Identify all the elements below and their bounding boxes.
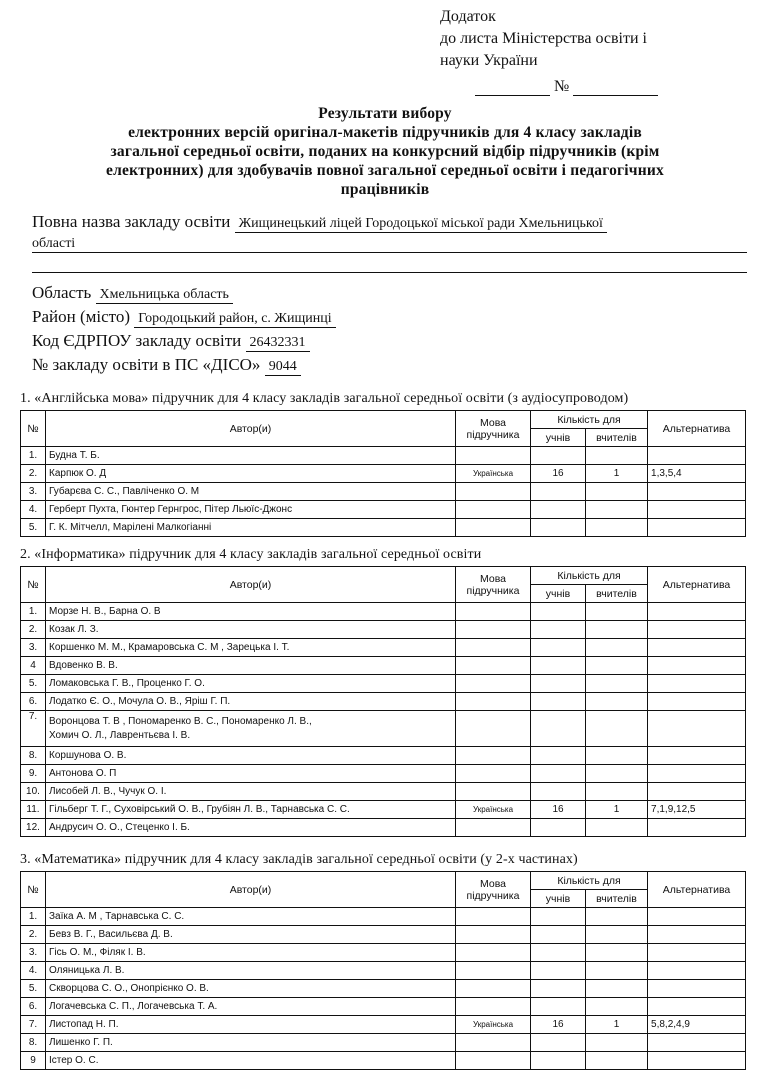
header-num: № — [21, 411, 46, 447]
table-cell: Ломаковська Г. В., Проценко Г. О. — [46, 675, 456, 693]
table-cell: Гільберг Т. Г., Суховірський О. В., Грубіян Л. В., Тарнавська С. С. — [46, 801, 456, 819]
table-cell — [586, 998, 648, 1016]
table-cell — [586, 519, 648, 537]
table-row — [21, 519, 746, 537]
table-cell: Коршенко М. М., Крамаровська С. М , Зарецька І. Т. — [46, 639, 456, 657]
table-cell — [456, 926, 531, 944]
header-teachers: вчителів — [586, 429, 648, 447]
table-cell — [586, 765, 648, 783]
table-cell: 5. — [21, 980, 46, 998]
table-cell: 9 — [21, 1052, 46, 1070]
table-cell: Українська — [456, 1016, 531, 1034]
table-cell — [531, 819, 586, 837]
table-cell — [586, 1052, 648, 1070]
table-cell: 4. — [21, 962, 46, 980]
header-alternative: Альтернатива — [648, 872, 746, 908]
table-cell — [456, 621, 531, 639]
table-cell — [648, 926, 746, 944]
table-row — [21, 657, 746, 675]
table-row — [21, 819, 746, 837]
table-cell — [648, 675, 746, 693]
table-cell: Істер О. С. — [46, 1052, 456, 1070]
table-cell: 16 — [531, 465, 586, 483]
table-english — [20, 410, 746, 537]
appendix-line: науки України — [440, 52, 538, 69]
table-cell: 4. — [21, 501, 46, 519]
table-cell: 16 — [531, 801, 586, 819]
table-cell — [586, 1034, 648, 1052]
full-name-field — [32, 212, 607, 233]
table-row — [21, 447, 746, 465]
table-row — [21, 765, 746, 783]
table-cell: 3. — [21, 639, 46, 657]
table-cell — [648, 908, 746, 926]
table-cell — [456, 980, 531, 998]
table-cell — [586, 603, 648, 621]
table-row — [21, 1052, 746, 1070]
table-cell — [648, 998, 746, 1016]
table-cell — [648, 1034, 746, 1052]
region-value: Хмельницька область — [96, 287, 233, 304]
table-cell — [648, 711, 746, 747]
table-cell — [531, 483, 586, 501]
table-cell — [648, 483, 746, 501]
table-cell: 11. — [21, 801, 46, 819]
table-cell — [648, 765, 746, 783]
table-row — [21, 483, 746, 501]
table-cell: 1 — [586, 465, 648, 483]
district-value: Городоцький район, с. Жищинці — [134, 311, 335, 328]
table-cell: 7. — [21, 1016, 46, 1034]
header-students: учнів — [531, 890, 586, 908]
table-cell: 7,1,9,12,5 — [648, 801, 746, 819]
table-cell — [648, 962, 746, 980]
section-title-informatics: 2. «Інформатика» підручник для 4 класу закладів загальної середньої освіти — [20, 547, 482, 562]
region-field — [32, 283, 233, 304]
table-cell — [586, 944, 648, 962]
table-cell — [531, 519, 586, 537]
table-cell — [648, 783, 746, 801]
table-cell — [648, 519, 746, 537]
table-row — [21, 908, 746, 926]
table-cell — [586, 711, 648, 747]
table-cell: Оляницька Л. В. — [46, 962, 456, 980]
iso-value: 9044 — [265, 359, 301, 376]
district-field — [32, 307, 336, 328]
table-cell: Українська — [456, 801, 531, 819]
letter-date-blank — [475, 81, 550, 96]
table-row — [21, 639, 746, 657]
table-row — [21, 603, 746, 621]
table-cell: Козак Л. З. — [46, 621, 456, 639]
table-cell — [531, 926, 586, 944]
table-cell: 6. — [21, 998, 46, 1016]
table-cell — [648, 603, 746, 621]
table-row — [21, 926, 746, 944]
iso-field — [32, 355, 301, 376]
table-cell — [531, 675, 586, 693]
region-label: Область — [32, 283, 92, 302]
table-math — [20, 871, 746, 1070]
table-cell — [648, 501, 746, 519]
table-cell — [531, 944, 586, 962]
table-cell — [456, 639, 531, 657]
table-cell — [456, 501, 531, 519]
header-num: № — [21, 567, 46, 603]
table-cell: Воронцова Т. В , Пономаренко В. С., Пономаренко Л. В., Хомич О. Л., Лаврентьєва І. В. — [46, 711, 456, 747]
title-line: електронних версій оригінал-макетів підручників для 4 класу закладів — [128, 124, 642, 141]
table-cell — [531, 1052, 586, 1070]
table-cell: Заїка А. М , Тарнавська С. С. — [46, 908, 456, 926]
title-line: Результати вибору — [318, 105, 452, 122]
table-cell: 16 — [531, 1016, 586, 1034]
table-cell — [586, 657, 648, 675]
iso-label: № закладу освіти в ПС «ДІСО» — [32, 355, 261, 374]
table-cell: 3. — [21, 944, 46, 962]
appendix-header — [440, 6, 647, 72]
header-quantity: Кількість для — [531, 567, 648, 585]
table-cell — [456, 765, 531, 783]
header-teachers: вчителів — [586, 890, 648, 908]
table-cell — [531, 447, 586, 465]
header-language: Мова підручника — [456, 411, 531, 447]
table-cell: Скворцова С. О., Онопрієнко О. В. — [46, 980, 456, 998]
section-title-english: 1. «Англійська мова» підручник для 4 класу закладів загальної середньої освіти (з аудіосупроводом) — [20, 391, 629, 406]
table-cell — [456, 657, 531, 675]
table-cell: Українська — [456, 465, 531, 483]
table-cell: Вдовенко В. В. — [46, 657, 456, 675]
table-cell — [648, 1052, 746, 1070]
table-cell: Логачевська С. П., Логачевська Т. А. — [46, 998, 456, 1016]
table-cell: 1. — [21, 908, 46, 926]
table-cell — [456, 998, 531, 1016]
header-quantity: Кількість для — [531, 411, 648, 429]
appendix-line: Додаток — [440, 8, 496, 25]
table-cell — [586, 693, 648, 711]
header-author: Автор(и) — [46, 567, 456, 603]
header-language: Мова підручника — [456, 567, 531, 603]
table-cell — [586, 980, 648, 998]
table-cell — [531, 962, 586, 980]
table-cell — [456, 747, 531, 765]
table-cell — [531, 657, 586, 675]
table-cell: Морзе Н. В., Барна О. В — [46, 603, 456, 621]
table-cell — [648, 621, 746, 639]
table-row — [21, 1034, 746, 1052]
table-cell — [456, 908, 531, 926]
table-cell — [531, 639, 586, 657]
table-cell — [586, 962, 648, 980]
table-cell — [648, 447, 746, 465]
table-cell — [531, 747, 586, 765]
letter-number — [475, 78, 658, 96]
table-cell: 7. — [21, 711, 46, 747]
header-students: учнів — [531, 429, 586, 447]
table-row — [21, 980, 746, 998]
header-alternative: Альтернатива — [648, 411, 746, 447]
full-name-value-2: області — [32, 236, 76, 251]
table-cell — [531, 1034, 586, 1052]
table-cell: Листопад Н. П. — [46, 1016, 456, 1034]
title-line: електронних) для здобувачів повної загальної середньої освіти і педагогічних — [106, 162, 664, 179]
table-row — [21, 465, 746, 483]
table-cell: 4 — [21, 657, 46, 675]
letter-number-blank — [573, 81, 658, 96]
edrpou-value: 26432331 — [246, 335, 310, 352]
section-title-math: 3. «Математика» підручник для 4 класу закладів загальної середньої освіти (у 2-х частинах) — [20, 852, 578, 867]
table-row — [21, 501, 746, 519]
table-cell: Коршунова О. В. — [46, 747, 456, 765]
table-cell — [648, 747, 746, 765]
table-cell — [586, 621, 648, 639]
full-name-value: Жищинецький ліцей Городоцької міської ради Хмельницької — [235, 216, 607, 233]
table-informatics — [20, 566, 746, 837]
header-language: Мова підручника — [456, 872, 531, 908]
table-cell — [456, 1052, 531, 1070]
table-cell: Будна Т. Б. — [46, 447, 456, 465]
table-cell — [456, 962, 531, 980]
table-cell: 2. — [21, 621, 46, 639]
header-quantity: Кількість для — [531, 872, 648, 890]
table-cell — [586, 675, 648, 693]
table-cell — [531, 693, 586, 711]
table-row — [21, 962, 746, 980]
table-cell: Андрусич О. О., Стеценко І. Б. — [46, 819, 456, 837]
title-line: працівників — [340, 181, 430, 198]
rule-line — [32, 272, 747, 273]
table-cell — [586, 926, 648, 944]
table-row — [21, 693, 746, 711]
table-cell: Гісь О. М., Філяк І. В. — [46, 944, 456, 962]
table-row — [21, 711, 746, 747]
table-cell: Бевз В. Г., Васильєва Д. В. — [46, 926, 456, 944]
table-cell — [648, 819, 746, 837]
header-num: № — [21, 872, 46, 908]
table-cell — [456, 1034, 531, 1052]
full-name-continuation — [32, 236, 75, 252]
table-cell — [531, 765, 586, 783]
table-row — [21, 747, 746, 765]
table-cell: Герберт Пухта, Гюнтер Гернгрос, Пітер Льюїс-Джонс — [46, 501, 456, 519]
table-cell — [456, 693, 531, 711]
table-cell: Карпюк О. Д — [46, 465, 456, 483]
table-cell: Губарєва С. С., Павліченко О. М — [46, 483, 456, 501]
edrpou-field — [32, 331, 310, 352]
table-cell: 1,3,5,4 — [648, 465, 746, 483]
table-cell — [586, 639, 648, 657]
table-cell — [456, 519, 531, 537]
table-cell — [648, 657, 746, 675]
table-cell — [456, 819, 531, 837]
table-cell: 1 — [586, 801, 648, 819]
table-cell — [586, 819, 648, 837]
table-row — [21, 783, 746, 801]
table-cell: 1. — [21, 603, 46, 621]
table-cell: 1 — [586, 1016, 648, 1034]
table-cell — [586, 747, 648, 765]
edrpou-label: Код ЄДРПОУ закладу освіти — [32, 331, 242, 350]
table-cell — [456, 711, 531, 747]
table-cell — [456, 447, 531, 465]
table-cell: 8. — [21, 1034, 46, 1052]
table-cell — [586, 501, 648, 519]
table-cell — [531, 603, 586, 621]
table-cell — [586, 483, 648, 501]
rule-line — [32, 252, 747, 253]
header-author: Автор(и) — [46, 872, 456, 908]
table-cell — [456, 944, 531, 962]
document-title — [30, 104, 740, 199]
table-cell — [456, 675, 531, 693]
table-cell: 1. — [21, 447, 46, 465]
table-cell: 10. — [21, 783, 46, 801]
number-sign: № — [554, 78, 570, 95]
table-cell — [648, 980, 746, 998]
table-cell: 12. — [21, 819, 46, 837]
table-cell: 9. — [21, 765, 46, 783]
full-name-label: Повна назва закладу освіти — [32, 212, 231, 231]
table-cell — [586, 783, 648, 801]
table-cell: 8. — [21, 747, 46, 765]
table-cell — [648, 693, 746, 711]
table-row — [21, 675, 746, 693]
table-row — [21, 944, 746, 962]
table-cell: 2. — [21, 926, 46, 944]
table-row — [21, 1016, 746, 1034]
table-cell: 6. — [21, 693, 46, 711]
table-cell — [586, 908, 648, 926]
table-cell — [648, 639, 746, 657]
title-line: загальної середньої освіти, поданих на конкурсний відбір підручників (крім — [110, 143, 660, 160]
header-teachers: вчителів — [586, 585, 648, 603]
table-cell — [531, 783, 586, 801]
header-students: учнів — [531, 585, 586, 603]
table-cell: Лодатко Є. О., Мочула О. В., Яріш Г. П. — [46, 693, 456, 711]
table-cell — [531, 621, 586, 639]
table-cell — [456, 783, 531, 801]
table-cell — [648, 944, 746, 962]
table-cell: Г. К. Мітчелл, Марілені Малкогіанні — [46, 519, 456, 537]
table-cell: Антонова О. П — [46, 765, 456, 783]
table-cell: Лишенко Г. П. — [46, 1034, 456, 1052]
table-row — [21, 998, 746, 1016]
table-cell — [531, 980, 586, 998]
table-cell: 5. — [21, 519, 46, 537]
table-cell: 3. — [21, 483, 46, 501]
table-row — [21, 621, 746, 639]
table-cell — [531, 908, 586, 926]
table-row — [21, 801, 746, 819]
header-author: Автор(и) — [46, 411, 456, 447]
table-cell: Лисобей Л. В., Чучук О. І. — [46, 783, 456, 801]
table-cell: 5,8,2,4,9 — [648, 1016, 746, 1034]
table-cell — [456, 483, 531, 501]
district-label: Район (місто) — [32, 307, 130, 326]
header-alternative: Альтернатива — [648, 567, 746, 603]
table-cell — [531, 711, 586, 747]
table-cell — [531, 501, 586, 519]
table-cell: 5. — [21, 675, 46, 693]
table-cell — [456, 603, 531, 621]
table-cell — [531, 998, 586, 1016]
table-cell — [586, 447, 648, 465]
table-cell: 2. — [21, 465, 46, 483]
appendix-line: до листа Міністерства освіти і — [440, 30, 647, 47]
